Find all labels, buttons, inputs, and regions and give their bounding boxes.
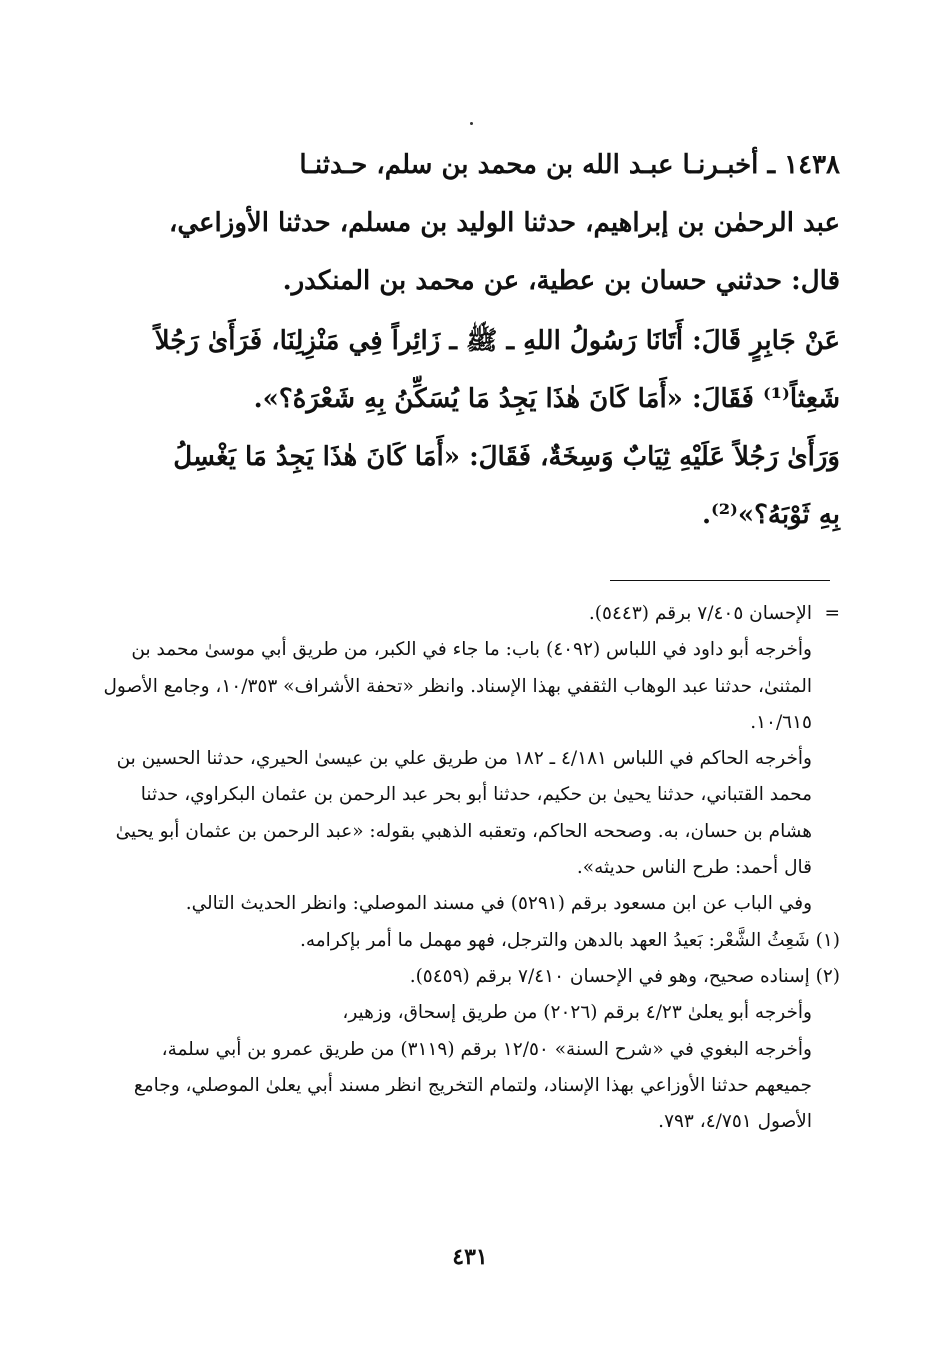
hadith-matn-second — [100, 428, 840, 544]
footnote-continuation — [100, 596, 840, 632]
footnote-paragraph: وأخرجه أبو يعلىٰ ٤/٢٣ برقم (٢٠٢٦) من طريق إسحاق، وزهير، — [342, 1002, 812, 1024]
footnote-paragraph: وأخرجه أبو داود في اللباس (٤٠٩٢) باب: ما جاء في الكبر، من طريق أبي موسىٰ محمد بن المثنىٰ، حدثنا عبد الوهاب الثقفي بهذا الإسناد. وانظر «تحفة الأشراف» ١٠/٣٥٣، وجامع الأصول ١٠/٦١٥. — [103, 639, 812, 733]
footnote-separator — [610, 580, 830, 581]
hadith-matn-first — [100, 312, 840, 428]
footnote-paragraph: وفي الباب عن ابن مسعود برقم (٥٢٩١) في مسند الموصلي: وانظر الحديث التالي. — [185, 893, 812, 915]
continuation-marker: = — [824, 603, 840, 624]
footnotes — [100, 596, 840, 1140]
hadith-isnad — [100, 136, 840, 310]
footnote-1: (١) شَعِثُ الشَّعْر: بَعيدُ العهد بالدهن والترجل، فهو مهمل ما أمر بإكرامه. — [299, 929, 840, 951]
scan-speck — [470, 122, 473, 125]
matn-line: شَعِثاً⁽¹⁾ فَقَالَ: «أَمَا كَانَ هٰذَا يَجِدُ مَا يُسَكِّنُ بِهِ شَعْرَهُ؟». — [253, 384, 840, 414]
isnad-line: ١٤٣٨ ـ أخبـرنـا عبـد الله بن محمد بن سلم، حـدثنـا — [299, 150, 840, 180]
footnote-paragraph: وأخرجه الحاكم في اللباس ٤/١٨١ ـ ١٨٢ من طريق علي بن عيسىٰ الحيري، حدثنا الحسين بن محمد القتباني، حدثنا يحيىٰ بن حكيم، حدثنا أبو بحر عبد الرحمن بن عثمان البكراوي، حدثنا هشام بن حسان، به. وصححه الحاكم، وتعقبه الذهبي بقوله: «عبد الرحمن بن عثمان أبو يحيىٰ قال أحمد: طرح الناس حديثه». — [115, 748, 812, 879]
continuation-text: الإحسان ٧/٤٠٥ برقم (٥٤٤٣). — [588, 603, 812, 624]
matn-line: بِهِ ثَوْبَهُ؟»⁽²⁾. — [701, 500, 840, 530]
matn-line: وَرَأَىٰ رَجُلاً عَلَيْهِ ثِيَابٌ وَسِخَةٌ، فَقَالَ: «أَمَا كَانَ هٰذَا يَجِدُ مَا يَغْسِلُ — [173, 442, 840, 472]
footnote-paragraph: وأخرجه البغوي في «شرح السنة» ١٢/٥٠ برقم (٣١١٩) من طريق عمرو بن أبي سلمة، جميعهم حدثنا الأوزاعي بهذا الإسناد، ولتمام التخريج انظر مسند أبي يعلىٰ الموصلي، وجامع الأصول ٤/٧٥١، ٧٩٣. — [133, 1038, 812, 1133]
isnad-line: قال: حدثني حسان بن عطية، عن محمد بن المنكدر. — [282, 266, 840, 296]
footnote-2: (٢) إسناده صحيح، وهو في الإحسان ٧/٤١٠ برقم (٥٤٥٩). — [409, 965, 840, 987]
matn-line: عَنْ جَابِرٍ قَالَ: أَتَانَا رَسُولُ اللهِ ـ ﷺ ـ زَائِراً فِي مَنْزِلِنَا، فَرَأَىٰ رَجُلاً — [154, 326, 840, 356]
page-number: ٤٣١ — [452, 1244, 488, 1270]
isnad-line: عبد الرحمٰن بن إبراهيم، حدثنا الوليد بن مسلم، حدثنا الأوزاعي، — [168, 208, 840, 238]
